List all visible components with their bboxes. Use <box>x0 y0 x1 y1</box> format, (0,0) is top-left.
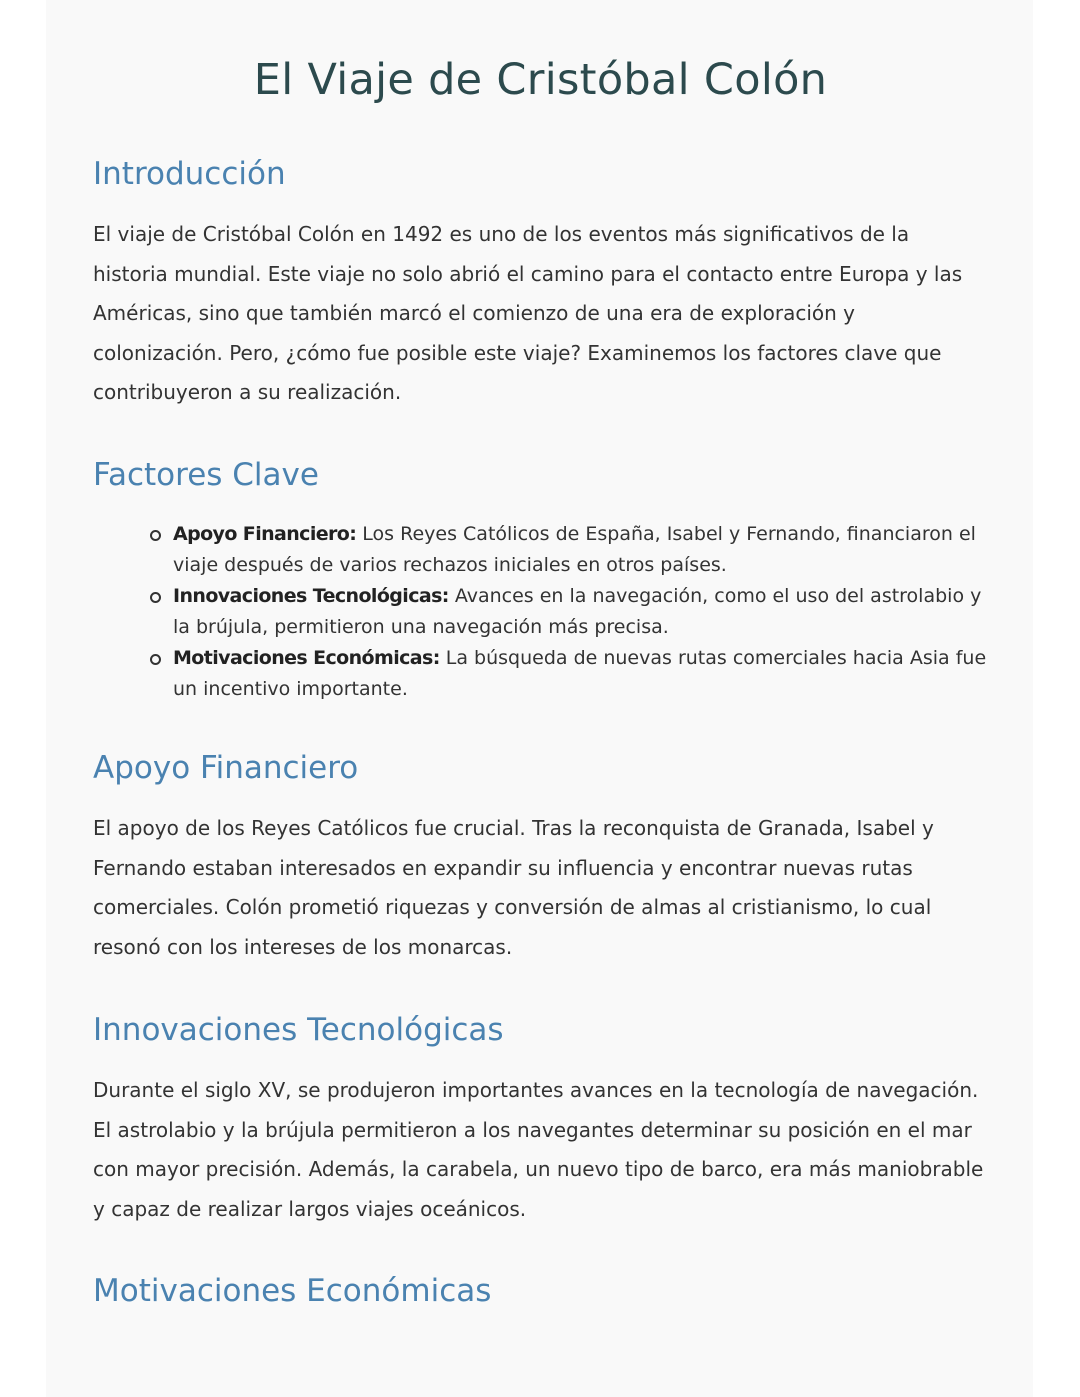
factor-text: Los Reyes Católicos de España, Isabel y Fernando, financiaron el viaje después de varios rechazos iniciales en otros países. <box>173 523 976 576</box>
list-item <box>173 643 988 705</box>
list-item <box>173 581 988 643</box>
section-heading-innovaciones-tecnologicas: Innovaciones Tecnológicas <box>93 1012 504 1048</box>
factor-label: Motivaciones Económicas: <box>173 647 440 669</box>
circle-bullet-icon <box>150 654 161 665</box>
tech-paragraph: Durante el siglo XV, se produjeron importantes avances en la tecnología de navegación. El astrolabio y la brújula permitieron a los navegantes determinar su posición en el mar con mayor precisión. Además, la carabela, un nuevo tipo de barco, era más maniobrable y capaz de realizar largos viajes oceánicos. <box>93 1078 984 1221</box>
section-heading-introduccion: Introducción <box>93 156 286 192</box>
document-page <box>46 0 1033 1397</box>
factor-label: Apoyo Financiero: <box>173 523 357 545</box>
section-heading-motivaciones-economicas: Motivaciones Económicas <box>93 1273 492 1309</box>
factor-label: Innovaciones Tecnológicas: <box>173 585 449 607</box>
circle-bullet-icon <box>150 592 161 603</box>
section-heading-apoyo-financiero: Apoyo Financiero <box>93 750 359 786</box>
financial-paragraph: El apoyo de los Reyes Católicos fue crucial. Tras la reconquista de Granada, Isabel y Fernando estaban interesados en expandir su influencia y encontrar nuevas rutas comerciales. Colón prometió riquezas y conversión de almas al cristianismo, lo cual resonó con los intereses de los monarcas. <box>93 816 934 959</box>
factors-list <box>93 519 988 705</box>
section-heading-factores-clave: Factores Clave <box>93 457 319 493</box>
intro-paragraph: El viaje de Cristóbal Colón en 1492 es uno de los eventos más significativos de la historia mundial. Este viaje no solo abrió el camino para el contacto entre Europa y las Américas, sino que también marcó el comienzo de una era de exploración y colonización. Pero, ¿cómo fue posible este viaje? Examinemos los factores clave que contribuyeron a su realización. <box>93 222 963 404</box>
circle-bullet-icon <box>150 530 161 541</box>
factor-text: La búsqueda de nuevas rutas comerciales hacia Asia fue un incentivo importante. <box>173 647 987 700</box>
page-title: El Viaje de Cristóbal Colón <box>253 55 828 105</box>
list-item <box>173 519 988 581</box>
factor-text: Avances en la navegación, como el uso del astrolabio y la brújula, permitieron una navegación más precisa. <box>173 585 982 638</box>
